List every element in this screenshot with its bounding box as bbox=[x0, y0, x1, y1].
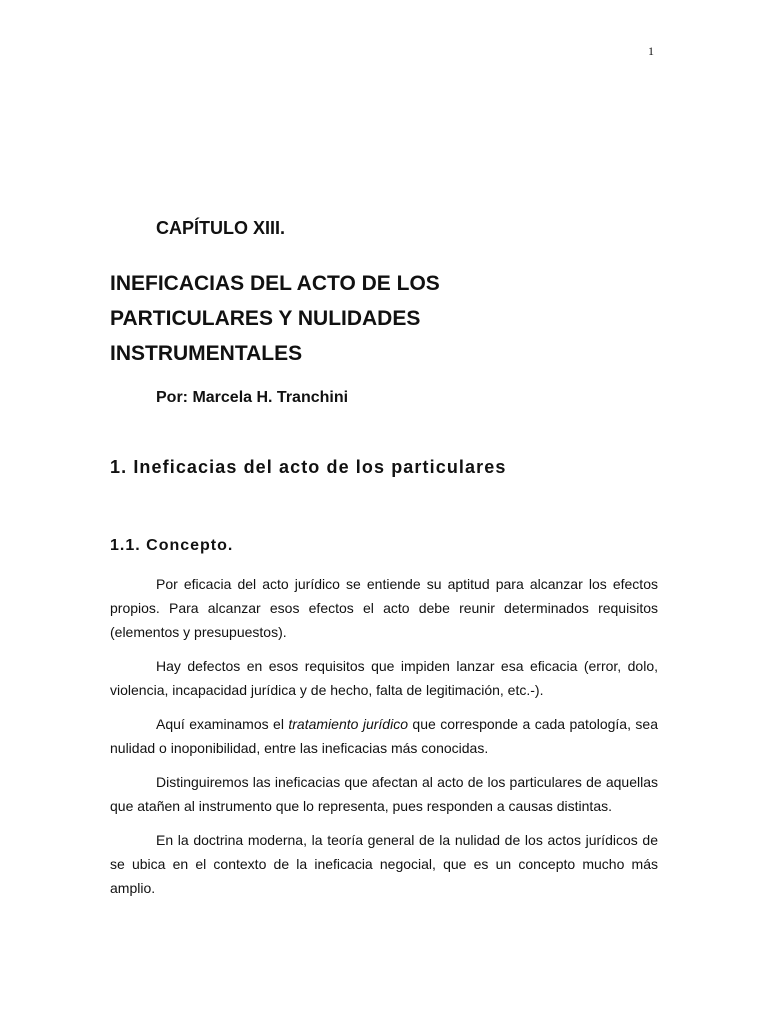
title-line: INEFICACIAS DEL ACTO DE LOS bbox=[110, 272, 440, 295]
paragraph-5: En la doctrina moderna, la teoría general de la nulidad de los actos jurídicos de se ubica en el contexto de la ineficacia negocial, que es un concepto mucho más amplio. bbox=[110, 832, 658, 896]
paragraph-2: Hay defectos en esos requisitos que impiden lanzar esa eficacia (error, dolo, violencia, incapacidad jurídica y de hecho, falta de legitimación, etc.-). bbox=[110, 658, 658, 698]
paragraph-3-text-start: Aquí examinamos el bbox=[156, 716, 289, 732]
document-title bbox=[110, 266, 670, 371]
author-line: Por: Marcela H. Tranchini bbox=[156, 389, 349, 406]
emphasis-term: tratamiento jurídico bbox=[288, 716, 408, 732]
paragraph-4: Distinguiremos las ineficacias que afectan al acto de los particulares de aquellas que atañen al instrumento que lo representa, pues responden a causas distintas. bbox=[110, 774, 658, 814]
title-line: INSTRUMENTALES bbox=[110, 342, 303, 365]
chapter-heading: CAPÍTULO XIII. bbox=[156, 218, 286, 238]
body-text bbox=[110, 572, 658, 910]
section-heading: 1. Ineficacias del acto de los particulares bbox=[110, 457, 507, 477]
title-line: PARTICULARES Y NULIDADES bbox=[110, 307, 421, 330]
paragraph-1: Por eficacia del acto jurídico se entiende su aptitud para alcanzar los efectos propios. Para alcanzar esos efectos el acto debe reunir determinados requisitos (elementos y presupuestos). bbox=[110, 576, 658, 640]
subsection-heading: 1.1. Concepto. bbox=[110, 537, 234, 554]
paragraph-3-text-end: que corresponde a cada patología, sea nulidad o inoponibilidad, entre las ineficacias más conocidas. bbox=[110, 716, 658, 756]
paragraph-3 bbox=[110, 712, 658, 760]
page-number: 1 bbox=[648, 44, 654, 58]
